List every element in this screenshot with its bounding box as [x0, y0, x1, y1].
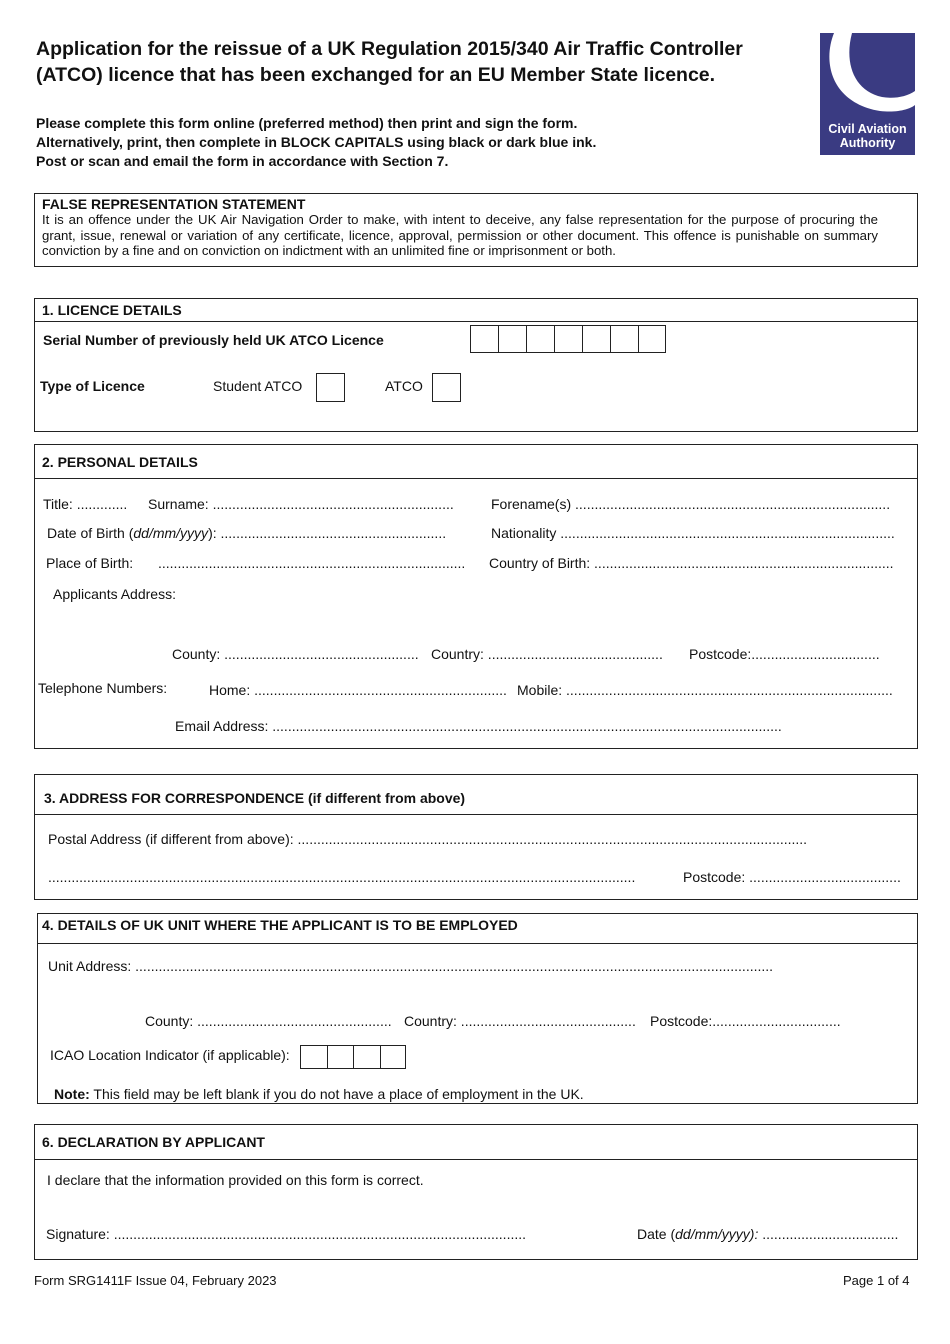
- false-representation-box: [34, 193, 918, 267]
- date-label-c: ...................................: [758, 1226, 899, 1242]
- serial-digit-box[interactable]: [498, 325, 526, 353]
- place-of-birth-field[interactable]: ...............................................................................: [158, 555, 466, 571]
- icao-char-box[interactable]: [353, 1045, 380, 1069]
- postal-address-field[interactable]: Postal Address (if different from above): ...................................................................................................................................: [48, 831, 808, 847]
- note-bold: Note:: [54, 1086, 90, 1102]
- unit-postcode-field[interactable]: Postcode:.................................: [650, 1013, 841, 1029]
- icao-input[interactable]: [300, 1045, 406, 1069]
- instruction-3: Post or scan and email the form in accordance with Section 7.: [36, 153, 449, 169]
- atco-label: ATCO: [385, 378, 423, 394]
- mobile-phone-field[interactable]: Mobile: ....................................................................................: [517, 682, 893, 698]
- serial-digit-box[interactable]: [638, 325, 666, 353]
- serial-digit-box[interactable]: [610, 325, 638, 353]
- place-of-birth-label: Place of Birth:: [46, 555, 134, 571]
- telephone-label: Telephone Numbers:: [38, 680, 168, 696]
- dob-label-c: ): ..........................................................: [208, 525, 447, 541]
- section-uk-unit: [37, 913, 918, 1104]
- student-atco-label: Student ATCO: [213, 378, 303, 394]
- unit-address-field[interactable]: Unit Address: ....................................................................................................................................................................: [48, 958, 774, 974]
- surname-field[interactable]: Surname: ..............................................................: [148, 496, 454, 512]
- caa-logo: [820, 33, 915, 155]
- title-field[interactable]: Title: .............: [43, 496, 128, 512]
- note-text: This field may be left blank if you do not have a place of employment in the UK.: [89, 1086, 584, 1102]
- instructions: [36, 114, 596, 171]
- serial-digit-box[interactable]: [470, 325, 498, 353]
- serial-digit-box[interactable]: [526, 325, 554, 353]
- icao-note: [54, 1086, 584, 1102]
- unit-county-field[interactable]: County: ..................................................: [145, 1013, 392, 1029]
- licence-type-label: Type of Licence: [40, 378, 145, 394]
- country-of-birth-field[interactable]: Country of Birth: .............................................................................: [489, 555, 894, 571]
- home-phone-field[interactable]: Home: .................................................................: [209, 682, 507, 698]
- dob-label-a: Date of Birth (: [47, 525, 134, 541]
- section-declaration: [34, 1124, 918, 1260]
- serial-number-label: Serial Number of previously held UK ATCO Licence: [43, 332, 384, 348]
- section-3-heading: 3. ADDRESS FOR CORRESPONDENCE (if different from above): [35, 775, 917, 815]
- section-correspondence-address: [34, 774, 918, 900]
- applicant-address-label: Applicants Address:: [53, 586, 176, 602]
- icao-char-box[interactable]: [327, 1045, 354, 1069]
- page-number: Page 1 of 4: [843, 1273, 910, 1288]
- forename-field[interactable]: Forename(s) .................................................................................: [491, 496, 891, 512]
- logo-line-1: Civil Aviation: [828, 122, 907, 136]
- dob-format: dd/mm/yyyy: [133, 525, 209, 541]
- section-2-heading: 2. PERSONAL DETAILS: [35, 445, 917, 479]
- logo-text: [820, 122, 915, 150]
- section-6-heading: 6. DECLARATION BY APPLICANT: [35, 1125, 917, 1160]
- icao-char-box[interactable]: [300, 1045, 327, 1069]
- nationality-field[interactable]: Nationality ......................................................................................: [491, 525, 895, 541]
- serial-digit-box[interactable]: [582, 325, 610, 353]
- form-identifier: Form SRG1411F Issue 04, February 2023: [34, 1273, 277, 1288]
- serial-digit-box[interactable]: [554, 325, 582, 353]
- correspondence-postcode-field[interactable]: Postcode: .......................................: [683, 869, 901, 885]
- student-atco-checkbox[interactable]: [316, 373, 345, 402]
- section-4-heading: 4. DETAILS OF UK UNIT WHERE THE APPLICANT IS TO BE EMPLOYED: [38, 914, 917, 944]
- page-title: [36, 36, 743, 88]
- section-personal-details: [34, 444, 918, 749]
- title-line-1: Application for the reissue of a UK Regulation 2015/340 Air Traffic Controller: [36, 38, 743, 60]
- section-1-heading: 1. LICENCE DETAILS: [35, 299, 917, 322]
- date-label-a: Date (: [637, 1226, 676, 1242]
- postcode-field[interactable]: Postcode:.................................: [689, 646, 880, 662]
- signature-field[interactable]: Signature: ..........................................................................................................: [46, 1226, 527, 1242]
- false-statement-heading: FALSE REPRESENTATION STATEMENT: [42, 196, 306, 212]
- atco-checkbox[interactable]: [432, 373, 461, 402]
- date-format: dd/mm/yyyy):: [675, 1226, 759, 1242]
- instruction-1: Please complete this form online (preferred method) then print and sign the form.: [36, 115, 578, 131]
- county-field[interactable]: County: ..................................................: [172, 646, 419, 662]
- icao-label: ICAO Location Indicator (if applicable):: [50, 1047, 290, 1063]
- postal-address-line-2[interactable]: .......................................................................................................................................................: [48, 869, 636, 885]
- dob-field[interactable]: [47, 525, 446, 541]
- country-field[interactable]: Country: .............................................: [431, 646, 663, 662]
- false-statement-text: It is an offence under the UK Air Navigation Order to make, with intent to deceive, any false representation for the purpose of procuring the grant, issue, renewal or variation of any certificate, licence, approval, permission or other document. This offence is punishable on summary conviction by a fine and on conviction on indictment with an unlimited fine or imprisonment or both.: [42, 212, 878, 258]
- title-line-2: (ATCO) licence that has been exchanged for an EU Member State licence.: [36, 64, 716, 86]
- serial-number-input[interactable]: [470, 325, 666, 353]
- unit-country-field[interactable]: Country: .............................................: [404, 1013, 636, 1029]
- declaration-date-field[interactable]: [637, 1226, 898, 1242]
- section-licence-details: [34, 298, 918, 432]
- email-field[interactable]: Email Address: ...................................................................................................................................: [175, 718, 782, 734]
- declaration-text: I declare that the information provided on this form is correct.: [47, 1172, 424, 1188]
- icao-char-box[interactable]: [380, 1045, 407, 1069]
- instruction-2: Alternatively, print, then complete in BLOCK CAPITALS using black or dark blue ink.: [36, 134, 597, 150]
- logo-line-2: Authority: [839, 136, 896, 150]
